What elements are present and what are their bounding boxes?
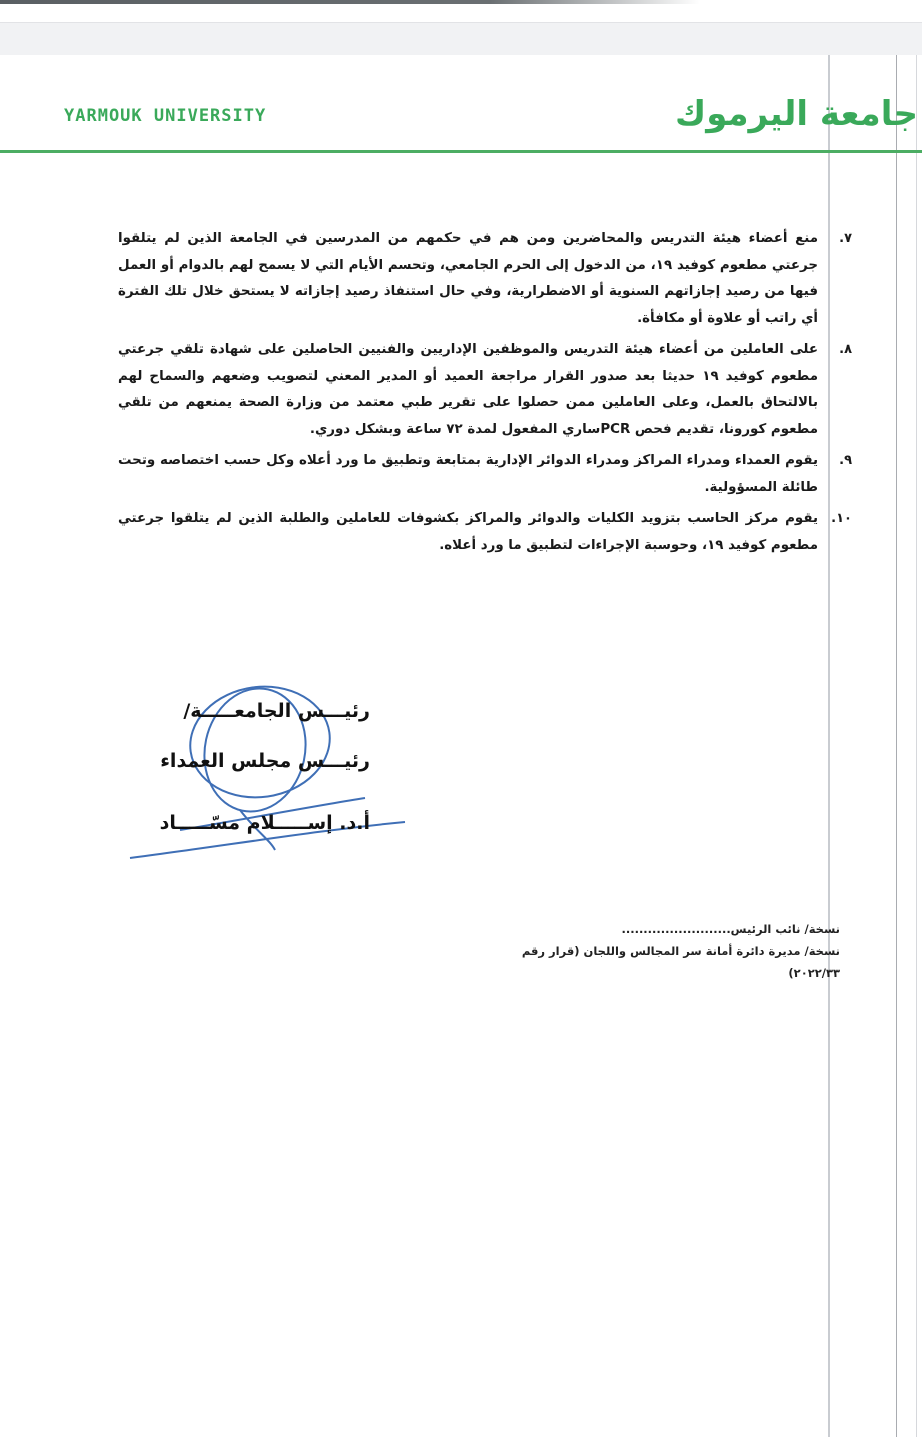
item-number: ١٠.: [831, 511, 852, 526]
item-text: منع أعضاء هيئة التدريس والمحاضرين ومن هم في حكمهم من المدرسين في الجامعة الذين لم يتلقوا جرعتي مطعوم كوفيد ١٩، من الدخول إلى الحرم الجامعي، وتحسم الأيام التي لا يسمح لهم بالدوام أو العمل فيها من رصيد إجازاتهم السنوية أو الاضطرارية، وفي حال استنفاذ رصيد إجازاته لا يستحق خلال تلك الفترة أي راتب أو علاوة أو مكافأة.: [118, 231, 818, 326]
scroll-progress-bar: [0, 0, 700, 4]
copy-line: نسخة/ نائب الرئيس.........................: [621, 922, 840, 936]
decision-item-10: [118, 506, 852, 559]
signatory-title-president: رئيـــس الجامعـــــة/: [183, 700, 370, 722]
letterhead-english-name: YARMOUK UNIVERSITY: [64, 106, 267, 126]
item-number: ٨.: [839, 342, 852, 357]
letterhead-arabic-name: جامعة اليرموك: [675, 94, 918, 134]
item-text: على العاملين من أعضاء هيئة التدريس والموظفين الإداريين والفنيين الحاصلين على شهادة تلقي جرعتي مطعوم كوفيد ١٩ حديثا بعد صدور القرار مراجعة العميد أو المدير المعني لتصويب وضعهم والسماح لهم بالالتحاق بالعمل، وعلى العاملين ممن حصلوا على تقرير طبي معتمد من وزارة الصحة يمنعهم من تلقي مطعوم كورونا، تقديم فحص PCRساري المفعول لمدة ٧٢ ساعة وبشكل دوري.: [118, 342, 818, 437]
decision-item-8: [118, 337, 852, 443]
signatory-name: أ.د. إســـــلام مسّـــــاد: [159, 812, 370, 834]
item-text: يقوم العمداء ومدراء المراكز ومدراء الدوائر الإدارية بمتابعة وتطبيق ما ورد أعلاه وكل حسب اختصاصه وتحت طائلة المسؤولية.: [118, 453, 818, 495]
page-edge-line: [828, 55, 830, 1437]
viewer-toolbar-band: [0, 22, 922, 56]
decision-items: [118, 226, 852, 559]
item-number: ٧.: [839, 231, 852, 246]
copies-block: [480, 918, 840, 984]
signatory-title-council: رئيـــس مجلس العمداء: [160, 750, 370, 772]
page-edge-line: [896, 55, 897, 1437]
decision-item-9: [118, 448, 852, 501]
letterhead-rule: [0, 150, 922, 153]
page-edge-line: [916, 55, 917, 1437]
item-text: يقوم مركز الحاسب بتزويد الكليات والدوائر والمراكز بكشوفات للعاملين والطلبة الذين لم يتلقوا جرعتي مطعوم كوفيد ١٩، وحوسبة الإجراءات لتطبيق ما ورد أعلاه.: [118, 511, 818, 553]
copy-line: نسخة/ مديرة دائرة أمانة سر المجالس واللجان (قرار رقم ٢٠٢٢/٣٣): [521, 944, 840, 980]
signature-block: [150, 700, 370, 862]
decision-item-7: [118, 226, 852, 332]
item-number: ٩.: [839, 453, 852, 468]
viewer-top-strip: [0, 0, 922, 22]
